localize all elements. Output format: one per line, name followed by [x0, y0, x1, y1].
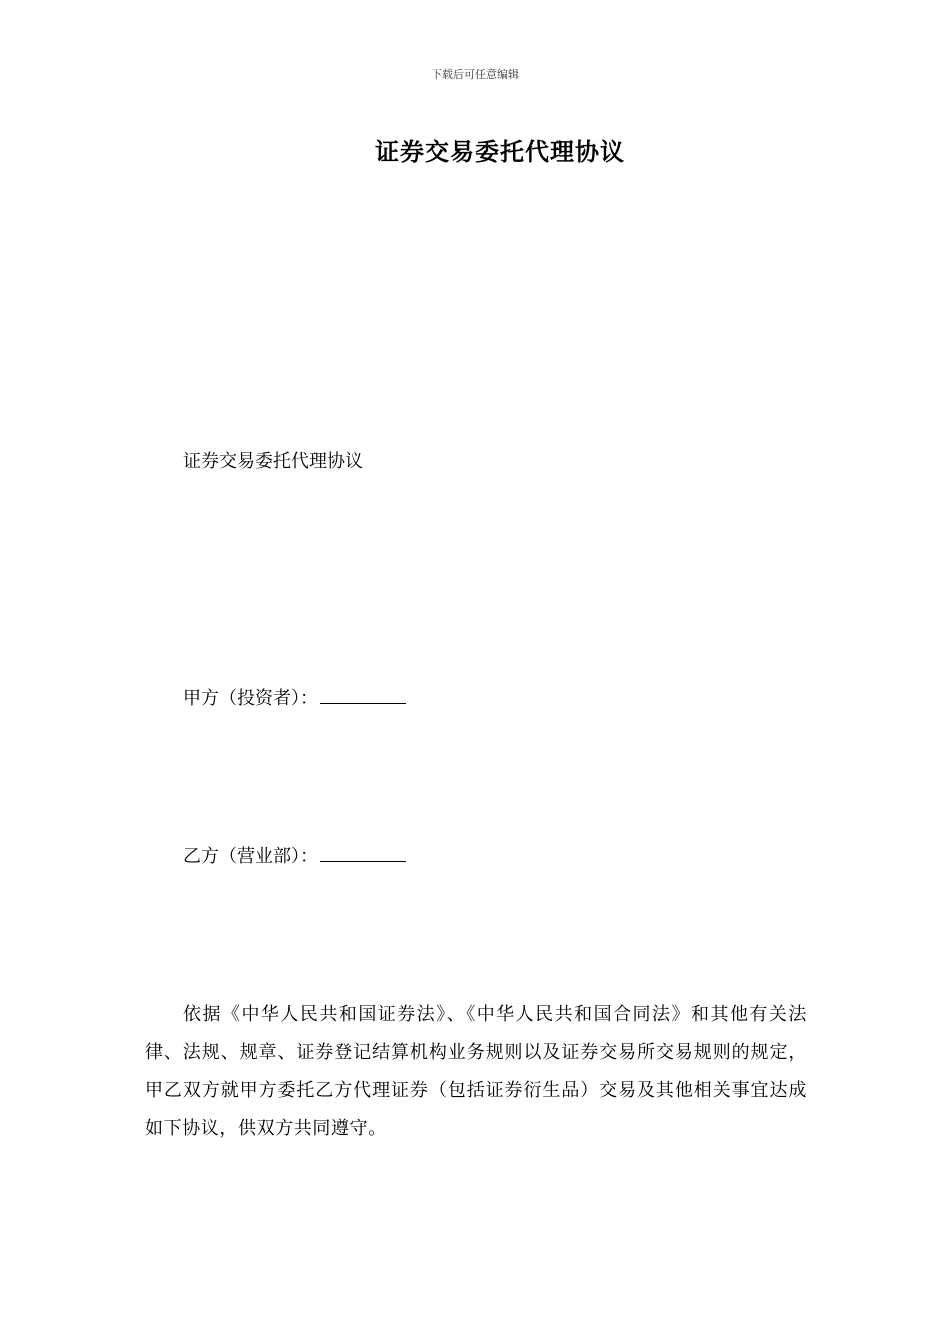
page-header-note: 下载后可任意编辑 — [431, 68, 519, 81]
party-a-label: 甲方（投资者）： — [183, 688, 318, 709]
party-a-line — [183, 685, 406, 711]
document-subtitle: 证券交易委托代理协议 — [183, 451, 363, 472]
party-b-blank — [320, 843, 406, 862]
party-a-blank — [320, 685, 406, 704]
party-b-label: 乙方（营业部）： — [183, 846, 318, 867]
party-b-line — [183, 843, 406, 869]
document-title: 证券交易委托代理协议 — [375, 137, 625, 166]
preamble-paragraph: 依据《中华人民共和国证券法》、《中华人民共和国合同法》和其他有关法律、法规、规章、证券登记结算机构业务规则以及证券交易所交易规则的规定，甲乙双方就甲方委托乙方代理证券（包括证券衍生品）交易及其他相关事宜达成如下协议，供双方共同遵守。 — [145, 1004, 807, 1139]
